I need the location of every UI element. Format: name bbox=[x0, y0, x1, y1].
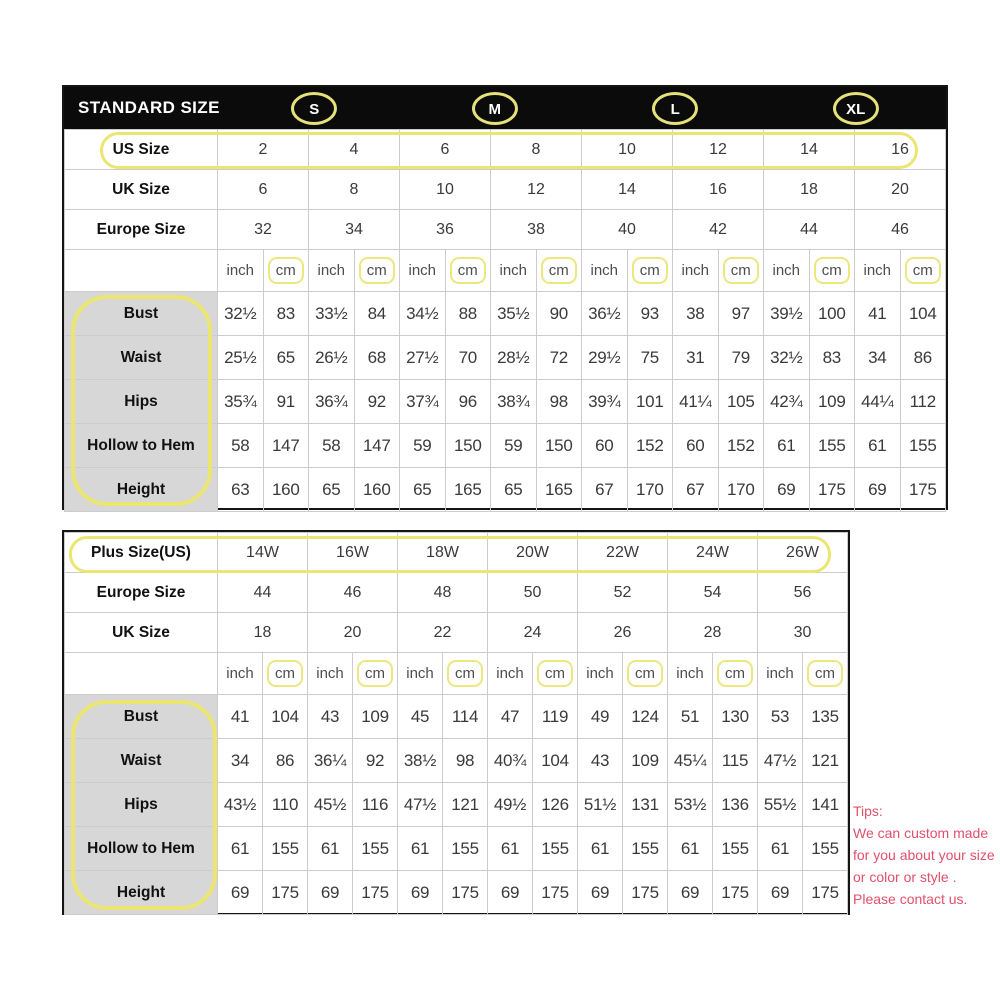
measurement-cell: 45 bbox=[398, 695, 443, 739]
size-cell: 56 bbox=[758, 573, 848, 613]
inch-header-cell: inch bbox=[491, 250, 537, 292]
row-label: US Size bbox=[65, 130, 218, 170]
measurement-cell: 152 bbox=[627, 424, 673, 468]
measurement-cell: 97 bbox=[718, 292, 764, 336]
tips-line: Please contact us. bbox=[853, 891, 968, 907]
measurement-cell: 121 bbox=[443, 783, 488, 827]
measurement-cell: 72 bbox=[536, 336, 582, 380]
size-cell: 6 bbox=[400, 130, 491, 170]
inch-header-cell: inch bbox=[398, 653, 443, 695]
measurement-cell: 155 bbox=[533, 827, 578, 871]
measurement-cell: 165 bbox=[445, 468, 491, 512]
cm-header-cell bbox=[536, 250, 582, 292]
measurement-cell: 155 bbox=[623, 827, 668, 871]
size-cell: 16W bbox=[308, 533, 398, 573]
inch-header-cell: inch bbox=[764, 250, 810, 292]
measurement-cell: 63 bbox=[218, 468, 264, 512]
cm-highlight-chip: cm bbox=[267, 660, 303, 687]
cm-header-cell bbox=[263, 250, 309, 292]
measurement-cell: 67 bbox=[673, 468, 719, 512]
measurement-row bbox=[65, 380, 946, 424]
size-oval-xl: XL bbox=[833, 92, 879, 125]
size-cell: 6 bbox=[218, 170, 309, 210]
measurement-cell: 59 bbox=[400, 424, 446, 468]
measurement-cell: 121 bbox=[803, 739, 848, 783]
measurement-row bbox=[65, 871, 848, 915]
cm-highlight-chip: cm bbox=[447, 660, 483, 687]
size-cell: 28 bbox=[668, 613, 758, 653]
measurement-cell: 53½ bbox=[668, 783, 713, 827]
size-cell: 22W bbox=[578, 533, 668, 573]
cm-header-cell bbox=[263, 653, 308, 695]
measurement-cell: 147 bbox=[354, 424, 400, 468]
measurement-cell: 39½ bbox=[764, 292, 810, 336]
cm-highlight-chip: cm bbox=[632, 257, 668, 284]
standard-size-title: STANDARD SIZE bbox=[78, 98, 220, 117]
measurement-cell: 98 bbox=[443, 739, 488, 783]
measurement-cell: 35½ bbox=[491, 292, 537, 336]
measurement-cell: 25½ bbox=[218, 336, 264, 380]
cm-header-cell bbox=[623, 653, 668, 695]
measurement-cell: 69 bbox=[488, 871, 533, 915]
measurement-cell: 61 bbox=[764, 424, 810, 468]
measurement-cell: 65 bbox=[263, 336, 309, 380]
size-row bbox=[65, 533, 848, 573]
measurement-cell: 150 bbox=[445, 424, 491, 468]
measurement-cell: 141 bbox=[803, 783, 848, 827]
size-cell: 46 bbox=[855, 210, 946, 250]
measurement-cell: 170 bbox=[627, 468, 673, 512]
measurement-row bbox=[65, 424, 946, 468]
measurement-cell: 40¾ bbox=[488, 739, 533, 783]
measurement-cell: 61 bbox=[668, 827, 713, 871]
measurement-cell: 28½ bbox=[491, 336, 537, 380]
inch-header-cell: inch bbox=[668, 653, 713, 695]
cm-highlight-chip: cm bbox=[717, 660, 753, 687]
measurement-label: Height bbox=[65, 871, 218, 915]
measurement-label: Waist bbox=[65, 739, 218, 783]
measurement-cell: 26½ bbox=[309, 336, 355, 380]
measurement-cell: 160 bbox=[354, 468, 400, 512]
measurement-cell: 59 bbox=[491, 424, 537, 468]
measurement-cell: 92 bbox=[354, 380, 400, 424]
tips-heading: Tips: bbox=[853, 803, 883, 819]
tips-line: We can custom made bbox=[853, 825, 989, 841]
measurement-cell: 83 bbox=[263, 292, 309, 336]
cm-highlight-chip: cm bbox=[905, 257, 941, 284]
cm-header-cell bbox=[627, 250, 673, 292]
measurement-cell: 41 bbox=[855, 292, 901, 336]
tips-note bbox=[853, 800, 1000, 910]
standard-size-header bbox=[64, 87, 946, 129]
measurement-cell: 61 bbox=[758, 827, 803, 871]
measurement-cell: 61 bbox=[218, 827, 263, 871]
measurement-row bbox=[65, 739, 848, 783]
row-label: Plus Size(US) bbox=[65, 533, 218, 573]
size-row bbox=[65, 170, 946, 210]
measurement-cell: 34 bbox=[218, 739, 263, 783]
measurement-cell: 69 bbox=[308, 871, 353, 915]
measurement-cell: 115 bbox=[713, 739, 758, 783]
measurement-cell: 41¼ bbox=[673, 380, 719, 424]
row-label: Europe Size bbox=[65, 573, 218, 613]
measurement-cell: 170 bbox=[718, 468, 764, 512]
measurement-cell: 93 bbox=[627, 292, 673, 336]
cm-highlight-chip: cm bbox=[627, 660, 663, 687]
measurement-cell: 69 bbox=[668, 871, 713, 915]
measurement-cell: 38 bbox=[673, 292, 719, 336]
measurement-cell: 79 bbox=[718, 336, 764, 380]
measurement-cell: 42¾ bbox=[764, 380, 810, 424]
measurement-cell: 60 bbox=[673, 424, 719, 468]
size-cell: 20 bbox=[308, 613, 398, 653]
size-oval-l: L bbox=[652, 92, 698, 125]
inch-header-cell: inch bbox=[758, 653, 803, 695]
measurement-cell: 109 bbox=[353, 695, 398, 739]
measurement-cell: 61 bbox=[578, 827, 623, 871]
measurement-cell: 92 bbox=[353, 739, 398, 783]
measurement-cell: 47½ bbox=[398, 783, 443, 827]
measurement-cell: 60 bbox=[582, 424, 628, 468]
measurement-cell: 34½ bbox=[400, 292, 446, 336]
unit-row-label bbox=[65, 653, 218, 695]
size-cell: 8 bbox=[491, 130, 582, 170]
measurement-cell: 119 bbox=[533, 695, 578, 739]
measurement-cell: 36¾ bbox=[309, 380, 355, 424]
measurement-cell: 110 bbox=[263, 783, 308, 827]
measurement-row bbox=[65, 468, 946, 512]
measurement-cell: 86 bbox=[900, 336, 946, 380]
size-cell: 12 bbox=[491, 170, 582, 210]
cm-header-cell bbox=[353, 653, 398, 695]
size-cell: 8 bbox=[309, 170, 400, 210]
size-cell: 24W bbox=[668, 533, 758, 573]
size-cell: 16 bbox=[673, 170, 764, 210]
cm-highlight-chip: cm bbox=[807, 660, 843, 687]
measurement-cell: 84 bbox=[354, 292, 400, 336]
inch-header-cell: inch bbox=[218, 250, 264, 292]
size-cell: 24 bbox=[488, 613, 578, 653]
measurement-cell: 135 bbox=[803, 695, 848, 739]
size-cell: 54 bbox=[668, 573, 758, 613]
measurement-cell: 83 bbox=[809, 336, 855, 380]
inch-header-cell: inch bbox=[488, 653, 533, 695]
measurement-cell: 104 bbox=[263, 695, 308, 739]
measurement-cell: 114 bbox=[443, 695, 488, 739]
cm-highlight-chip: cm bbox=[359, 257, 395, 284]
measurement-cell: 32½ bbox=[764, 336, 810, 380]
measurement-cell: 155 bbox=[900, 424, 946, 468]
cm-highlight-chip: cm bbox=[268, 257, 304, 284]
measurement-cell: 175 bbox=[900, 468, 946, 512]
size-cell: 26 bbox=[578, 613, 668, 653]
size-cell: 14W bbox=[218, 533, 308, 573]
measurement-row bbox=[65, 695, 848, 739]
measurement-cell: 75 bbox=[627, 336, 673, 380]
measurement-cell: 31 bbox=[673, 336, 719, 380]
measurement-cell: 88 bbox=[445, 292, 491, 336]
measurement-cell: 69 bbox=[764, 468, 810, 512]
measurement-cell: 61 bbox=[398, 827, 443, 871]
cm-highlight-chip: cm bbox=[537, 660, 573, 687]
measurement-cell: 67 bbox=[582, 468, 628, 512]
cm-highlight-chip: cm bbox=[723, 257, 759, 284]
measurement-cell: 147 bbox=[263, 424, 309, 468]
cm-highlight-chip: cm bbox=[814, 257, 850, 284]
cm-header-cell bbox=[713, 653, 758, 695]
measurement-cell: 44¼ bbox=[855, 380, 901, 424]
measurement-cell: 69 bbox=[855, 468, 901, 512]
measurement-row bbox=[65, 827, 848, 871]
measurement-cell: 155 bbox=[803, 827, 848, 871]
measurement-cell: 130 bbox=[713, 695, 758, 739]
cm-header-cell bbox=[354, 250, 400, 292]
standard-size-table bbox=[62, 85, 948, 510]
measurement-row bbox=[65, 783, 848, 827]
measurement-cell: 35¾ bbox=[218, 380, 264, 424]
size-row bbox=[65, 573, 848, 613]
measurement-cell: 65 bbox=[400, 468, 446, 512]
cm-header-cell bbox=[803, 653, 848, 695]
plus-size-grid bbox=[64, 532, 848, 915]
measurement-cell: 109 bbox=[809, 380, 855, 424]
measurement-cell: 152 bbox=[718, 424, 764, 468]
size-cell: 34 bbox=[309, 210, 400, 250]
measurement-cell: 112 bbox=[900, 380, 946, 424]
measurement-label: Hollow to Hem bbox=[65, 424, 218, 468]
size-cell: 32 bbox=[218, 210, 309, 250]
measurement-cell: 91 bbox=[263, 380, 309, 424]
measurement-cell: 43 bbox=[308, 695, 353, 739]
measurement-cell: 98 bbox=[536, 380, 582, 424]
size-cell: 42 bbox=[673, 210, 764, 250]
size-cell: 14 bbox=[582, 170, 673, 210]
tips-line: for you about your size bbox=[853, 847, 995, 863]
size-oval-s: S bbox=[291, 92, 337, 125]
size-row bbox=[65, 210, 946, 250]
measurement-cell: 47 bbox=[488, 695, 533, 739]
measurement-row bbox=[65, 292, 946, 336]
measurement-cell: 136 bbox=[713, 783, 758, 827]
inch-header-cell: inch bbox=[218, 653, 263, 695]
measurement-cell: 175 bbox=[443, 871, 488, 915]
size-oval-m: M bbox=[472, 92, 518, 125]
measurement-cell: 69 bbox=[578, 871, 623, 915]
measurement-cell: 49 bbox=[578, 695, 623, 739]
measurement-cell: 175 bbox=[353, 871, 398, 915]
measurement-cell: 155 bbox=[263, 827, 308, 871]
row-label: Europe Size bbox=[65, 210, 218, 250]
size-cell: 52 bbox=[578, 573, 668, 613]
measurement-cell: 43 bbox=[578, 739, 623, 783]
measurement-cell: 51 bbox=[668, 695, 713, 739]
measurement-cell: 116 bbox=[353, 783, 398, 827]
measurement-cell: 155 bbox=[713, 827, 758, 871]
unit-row bbox=[65, 250, 946, 292]
cm-header-cell bbox=[900, 250, 946, 292]
measurement-cell: 105 bbox=[718, 380, 764, 424]
measurement-label: Hips bbox=[65, 783, 218, 827]
cm-header-cell bbox=[443, 653, 488, 695]
inch-header-cell: inch bbox=[673, 250, 719, 292]
cm-header-cell bbox=[718, 250, 764, 292]
cm-header-cell bbox=[445, 250, 491, 292]
measurement-cell: 175 bbox=[533, 871, 578, 915]
measurement-cell: 175 bbox=[713, 871, 758, 915]
measurement-label: Hips bbox=[65, 380, 218, 424]
measurement-cell: 47½ bbox=[758, 739, 803, 783]
size-cell: 50 bbox=[488, 573, 578, 613]
measurement-cell: 37¾ bbox=[400, 380, 446, 424]
measurement-cell: 131 bbox=[623, 783, 668, 827]
measurement-cell: 160 bbox=[263, 468, 309, 512]
measurement-cell: 86 bbox=[263, 739, 308, 783]
measurement-cell: 96 bbox=[445, 380, 491, 424]
size-cell: 10 bbox=[582, 130, 673, 170]
size-cell: 18W bbox=[398, 533, 488, 573]
cm-highlight-chip: cm bbox=[450, 257, 486, 284]
measurement-cell: 69 bbox=[218, 871, 263, 915]
measurement-cell: 41 bbox=[218, 695, 263, 739]
measurement-cell: 165 bbox=[536, 468, 582, 512]
measurement-cell: 58 bbox=[218, 424, 264, 468]
measurement-cell: 65 bbox=[309, 468, 355, 512]
size-cell: 14 bbox=[764, 130, 855, 170]
size-cell: 30 bbox=[758, 613, 848, 653]
size-cell: 12 bbox=[673, 130, 764, 170]
size-row bbox=[65, 613, 848, 653]
measurement-cell: 34 bbox=[855, 336, 901, 380]
unit-row-label bbox=[65, 250, 218, 292]
measurement-cell: 53 bbox=[758, 695, 803, 739]
measurement-cell: 61 bbox=[855, 424, 901, 468]
measurement-cell: 68 bbox=[354, 336, 400, 380]
size-cell: 4 bbox=[309, 130, 400, 170]
inch-header-cell: inch bbox=[308, 653, 353, 695]
size-group-m bbox=[405, 92, 586, 125]
inch-header-cell: inch bbox=[578, 653, 623, 695]
measurement-cell: 69 bbox=[758, 871, 803, 915]
size-cell: 20 bbox=[855, 170, 946, 210]
size-group-s bbox=[224, 92, 405, 125]
measurement-cell: 58 bbox=[309, 424, 355, 468]
measurement-cell: 38½ bbox=[398, 739, 443, 783]
measurement-cell: 126 bbox=[533, 783, 578, 827]
plus-size-table bbox=[62, 530, 850, 915]
measurement-cell: 124 bbox=[623, 695, 668, 739]
measurement-cell: 36¼ bbox=[308, 739, 353, 783]
row-label: UK Size bbox=[65, 170, 218, 210]
inch-header-cell: inch bbox=[855, 250, 901, 292]
cm-header-cell bbox=[533, 653, 578, 695]
size-cell: 16 bbox=[855, 130, 946, 170]
measurement-cell: 27½ bbox=[400, 336, 446, 380]
measurement-cell: 29½ bbox=[582, 336, 628, 380]
measurement-label: Height bbox=[65, 468, 218, 512]
measurement-cell: 45¼ bbox=[668, 739, 713, 783]
measurement-row bbox=[65, 336, 946, 380]
measurement-cell: 49½ bbox=[488, 783, 533, 827]
tips-line: or color or style . bbox=[853, 869, 957, 885]
measurement-cell: 55½ bbox=[758, 783, 803, 827]
measurement-cell: 175 bbox=[263, 871, 308, 915]
measurement-label: Hollow to Hem bbox=[65, 827, 218, 871]
size-cell: 18 bbox=[764, 170, 855, 210]
size-group-xl bbox=[766, 92, 947, 125]
inch-header-cell: inch bbox=[309, 250, 355, 292]
unit-row bbox=[65, 653, 848, 695]
measurement-cell: 109 bbox=[623, 739, 668, 783]
measurement-cell: 61 bbox=[308, 827, 353, 871]
measurement-cell: 90 bbox=[536, 292, 582, 336]
size-cell: 36 bbox=[400, 210, 491, 250]
standard-size-grid bbox=[64, 129, 946, 512]
cm-header-cell bbox=[809, 250, 855, 292]
measurement-cell: 38¾ bbox=[491, 380, 537, 424]
measurement-cell: 33½ bbox=[309, 292, 355, 336]
measurement-cell: 155 bbox=[353, 827, 398, 871]
size-group-l bbox=[585, 92, 766, 125]
measurement-cell: 39¾ bbox=[582, 380, 628, 424]
size-cell: 18 bbox=[218, 613, 308, 653]
inch-header-cell: inch bbox=[582, 250, 628, 292]
measurement-cell: 101 bbox=[627, 380, 673, 424]
measurement-cell: 175 bbox=[803, 871, 848, 915]
measurement-cell: 45½ bbox=[308, 783, 353, 827]
measurement-cell: 43½ bbox=[218, 783, 263, 827]
cm-highlight-chip: cm bbox=[541, 257, 577, 284]
size-cell: 48 bbox=[398, 573, 488, 613]
measurement-cell: 32½ bbox=[218, 292, 264, 336]
measurement-label: Bust bbox=[65, 695, 218, 739]
size-cell: 40 bbox=[582, 210, 673, 250]
measurement-label: Waist bbox=[65, 336, 218, 380]
measurement-cell: 61 bbox=[488, 827, 533, 871]
size-cell: 2 bbox=[218, 130, 309, 170]
measurement-cell: 51½ bbox=[578, 783, 623, 827]
size-cell: 44 bbox=[218, 573, 308, 613]
measurement-cell: 69 bbox=[398, 871, 443, 915]
size-cell: 26W bbox=[758, 533, 848, 573]
measurement-cell: 155 bbox=[443, 827, 488, 871]
size-cell: 22 bbox=[398, 613, 488, 653]
size-cell: 10 bbox=[400, 170, 491, 210]
measurement-cell: 155 bbox=[809, 424, 855, 468]
size-cell: 20W bbox=[488, 533, 578, 573]
measurement-cell: 36½ bbox=[582, 292, 628, 336]
measurement-cell: 175 bbox=[623, 871, 668, 915]
cm-highlight-chip: cm bbox=[357, 660, 393, 687]
size-cell: 46 bbox=[308, 573, 398, 613]
row-label: UK Size bbox=[65, 613, 218, 653]
measurement-cell: 175 bbox=[809, 468, 855, 512]
measurement-cell: 70 bbox=[445, 336, 491, 380]
measurement-cell: 104 bbox=[900, 292, 946, 336]
measurement-label: Bust bbox=[65, 292, 218, 336]
size-cell: 38 bbox=[491, 210, 582, 250]
inch-header-cell: inch bbox=[400, 250, 446, 292]
measurement-cell: 104 bbox=[533, 739, 578, 783]
size-row bbox=[65, 130, 946, 170]
measurement-cell: 150 bbox=[536, 424, 582, 468]
measurement-cell: 65 bbox=[491, 468, 537, 512]
measurement-cell: 100 bbox=[809, 292, 855, 336]
size-cell: 44 bbox=[764, 210, 855, 250]
